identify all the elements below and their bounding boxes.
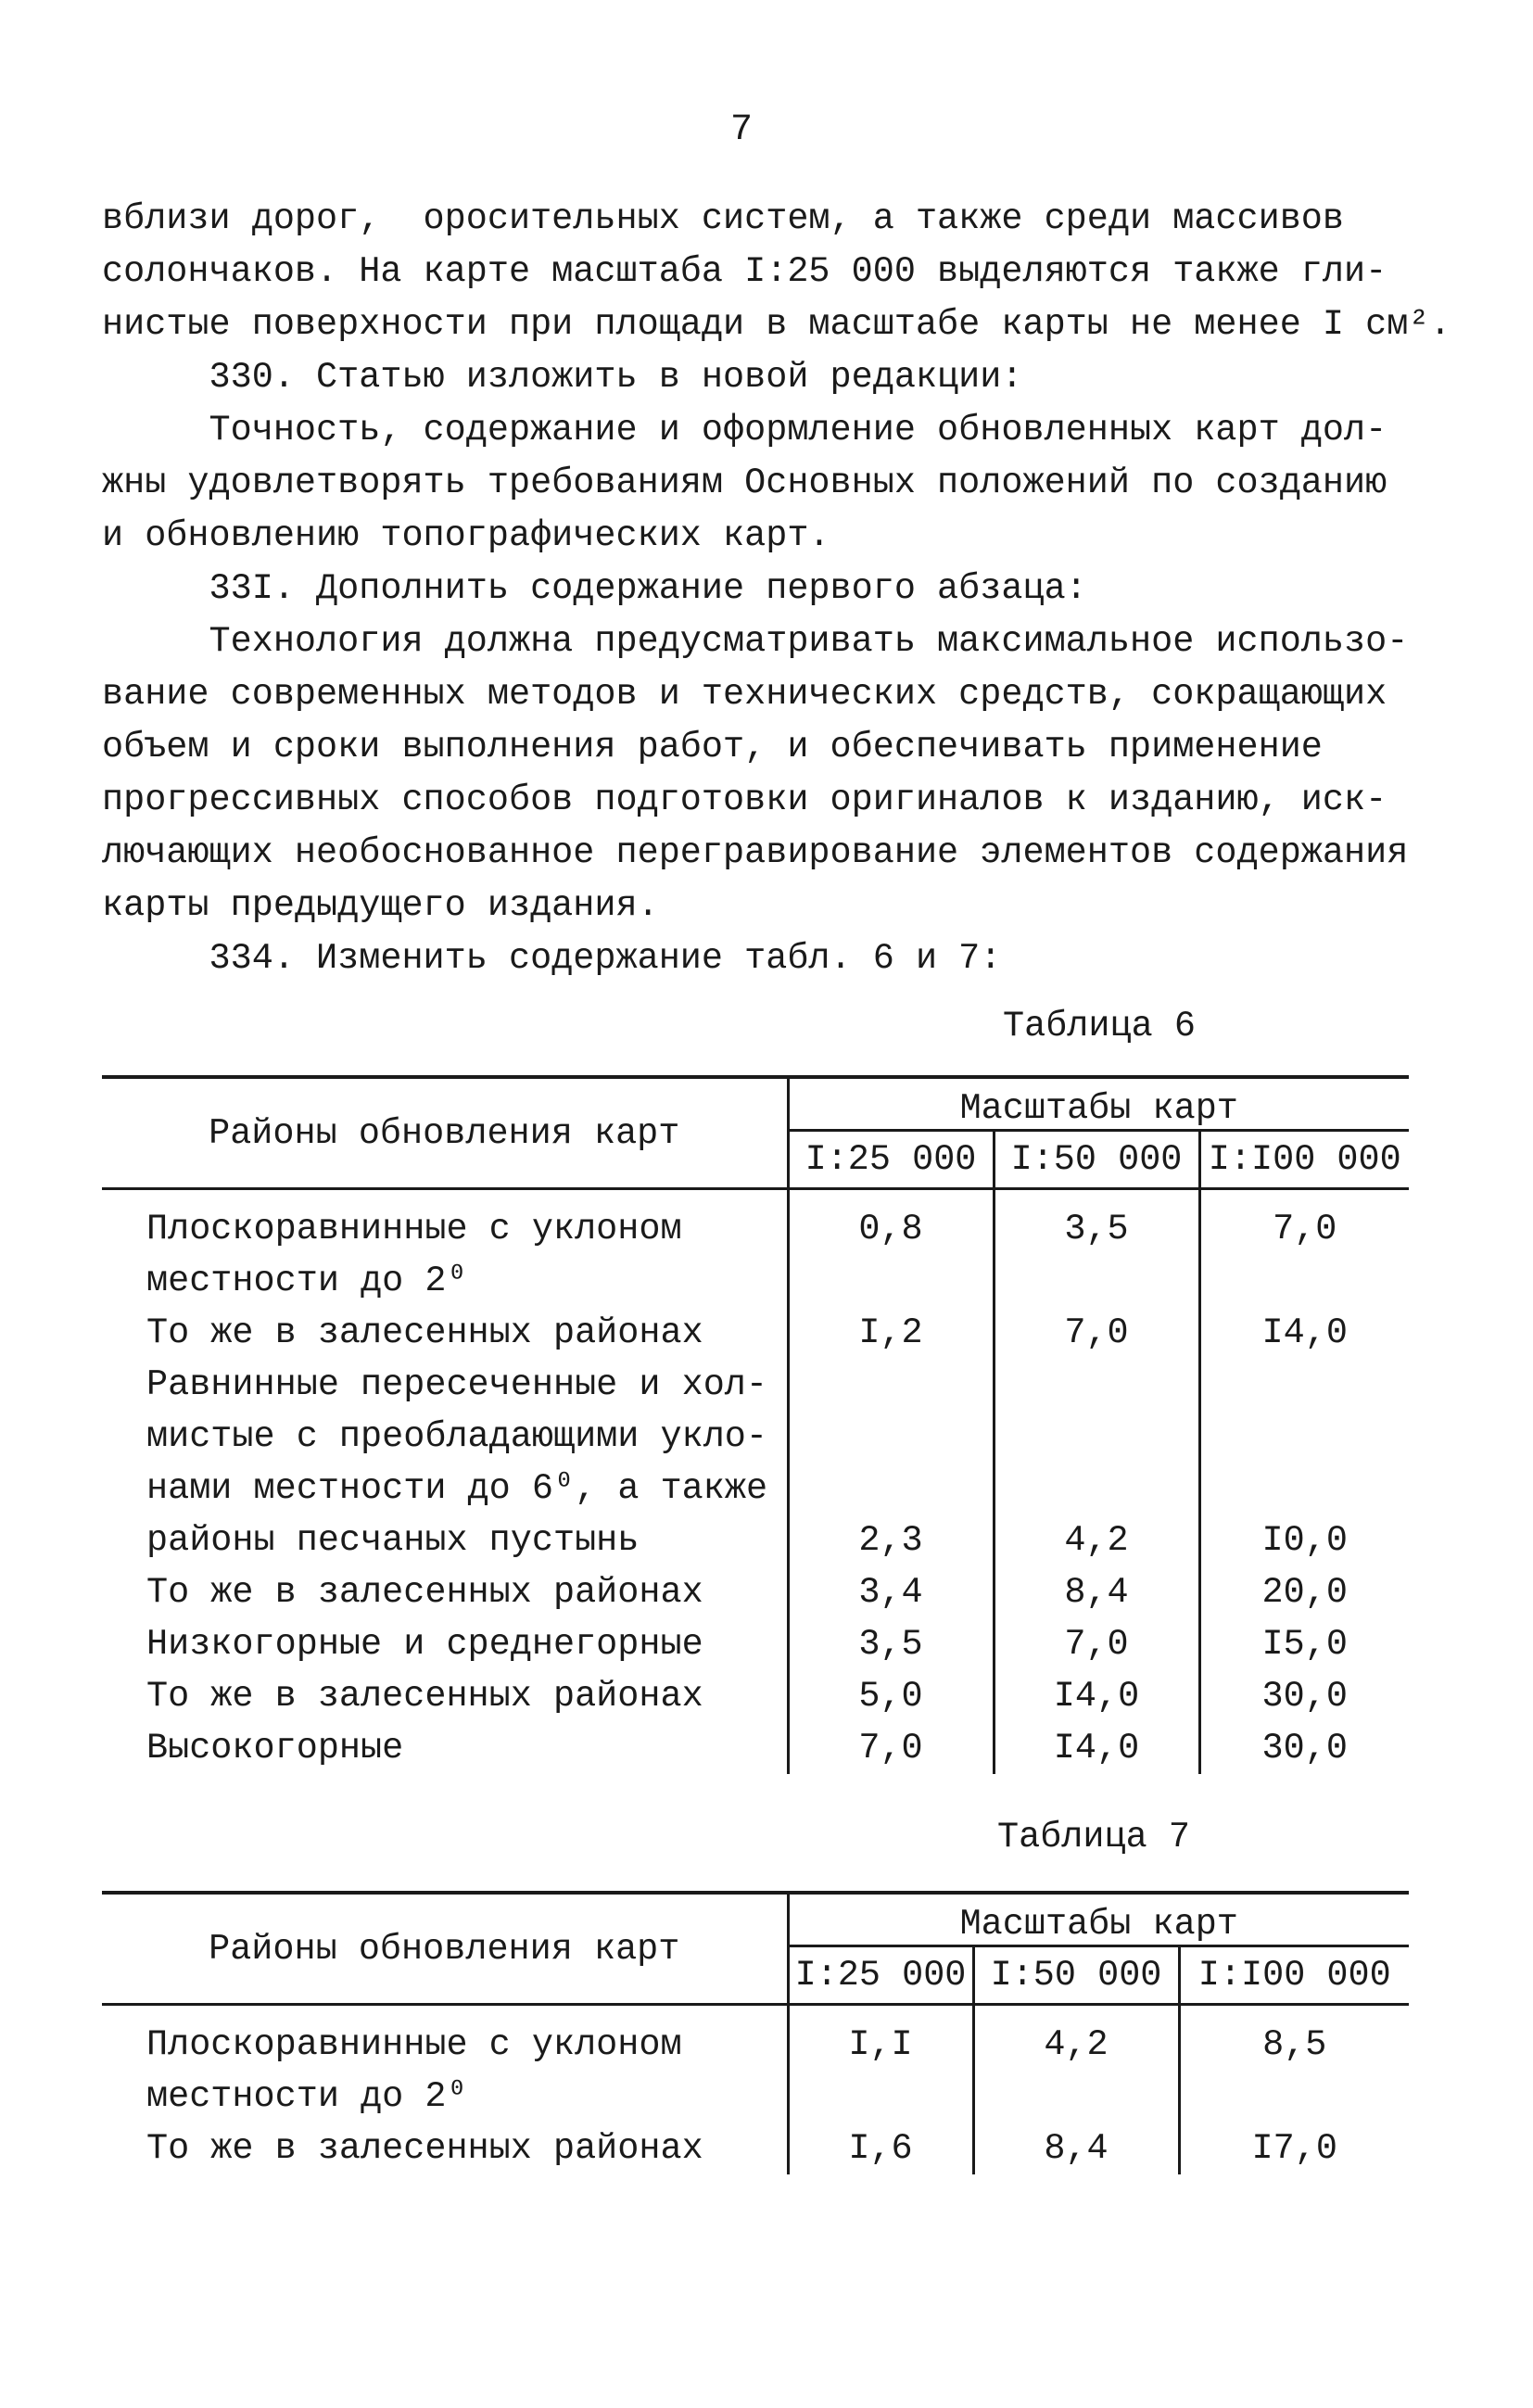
table6-scales-header: Масштабы карт	[788, 1077, 1409, 1131]
table7	[102, 1891, 1409, 2174]
table6-row	[102, 1670, 1409, 1722]
body-text	[102, 193, 1451, 985]
table6-value-cell: I4,0	[994, 1722, 1199, 1774]
paragraph-line: солончаков. На карте масштаба I:25 000 выделяются также гли-	[102, 251, 1387, 292]
table7-value-cell: 8,5	[1179, 2005, 1409, 2123]
paragraph-line: Точность, содержание и оформление обновленных карт дол-	[102, 410, 1387, 450]
page-number: 7	[729, 109, 753, 151]
table7-region-cell: То же в залесенных районах	[146, 2128, 703, 2169]
table6-value-cell: 3,5	[788, 1618, 994, 1670]
paragraph-line: объем и сроки выполнения работ, и обеспечивать применение	[102, 727, 1323, 767]
paragraph-line: 33I. Дополнить содержание первого абзаца:	[102, 568, 1087, 609]
paragraph-line: вблизи дорог, оросительных систем, а также среди массивов	[102, 198, 1345, 239]
table6-value-cell: I4,0	[994, 1670, 1199, 1722]
table6-region-cell: Равнинные пересеченные и хол- мистые с преобладающими укло- нами местности до 6⁰, а также районы песчаных пустынь	[146, 1364, 768, 1561]
table6-row	[102, 1189, 1409, 1308]
table7-body	[102, 2005, 1409, 2175]
table7-value-cell: I,I	[788, 2005, 973, 2123]
table6-body	[102, 1189, 1409, 1775]
table6-value-cell: 2,3	[788, 1359, 994, 1566]
paragraph-line: и обновлению топографических карт.	[102, 515, 830, 556]
table6-value-cell: 7,0	[1199, 1189, 1409, 1308]
table6-region-cell: То же в залесенных районах	[146, 1676, 703, 1717]
table6-value-cell: I0,0	[1199, 1359, 1409, 1566]
table7-scale-header: I:50 000	[973, 1946, 1179, 2005]
table6-region-cell: Плоскоравнинные с уклоном местности до 2⁰	[146, 1209, 682, 1301]
table6	[102, 1075, 1409, 1774]
table7-value-cell: I7,0	[1179, 2123, 1409, 2174]
paragraph-line: нистые поверхности при площади в масштабе карты не менее I см².	[102, 304, 1451, 345]
table7-value-cell: 4,2	[973, 2005, 1179, 2123]
table6-value-cell: 5,0	[788, 1670, 994, 1722]
table7-value-cell: 8,4	[973, 2123, 1179, 2174]
table6-value-cell: 7,0	[994, 1307, 1199, 1359]
table6-row	[102, 1307, 1409, 1359]
table7-value-cell: I,6	[788, 2123, 973, 2174]
table6-region-cell: То же в залесенных районах	[146, 1572, 703, 1613]
table6-scale-header: I:I00 000	[1199, 1131, 1409, 1189]
paragraph-line: 330. Статью изложить в новой редакции:	[102, 357, 1023, 398]
table6-value-cell: I5,0	[1199, 1618, 1409, 1670]
table6-value-cell: 30,0	[1199, 1722, 1409, 1774]
table6-value-cell: 3,4	[788, 1566, 994, 1618]
table6-scale-header: I:50 000	[994, 1131, 1199, 1189]
table6-value-cell: 7,0	[994, 1618, 1199, 1670]
table6-value-cell: 3,5	[994, 1189, 1199, 1308]
table6-value-cell: 30,0	[1199, 1670, 1409, 1722]
paragraph-line: прогрессивных способов подготовки оригиналов к изданию, иск-	[102, 779, 1387, 820]
table6-value-cell: 7,0	[788, 1722, 994, 1774]
table6-caption: Таблица 6	[1003, 1006, 1196, 1046]
table6-region-header: Районы обновления карт	[102, 1077, 788, 1189]
paragraph-line: лючающих необоснованное перегравирование элементов содержания	[102, 832, 1409, 873]
paragraph-line: вание современных методов и технических средств, сокращающих	[102, 674, 1387, 715]
table6-row	[102, 1566, 1409, 1618]
paragraph-line: жны удовлетворять требованиям Основных положений по созданию	[102, 463, 1387, 503]
table6-value-cell: I,2	[788, 1307, 994, 1359]
table7-caption: Таблица 7	[997, 1817, 1190, 1857]
table6-row	[102, 1722, 1409, 1774]
table7-scale-header: I:25 000	[788, 1946, 973, 2005]
table6-value-cell: 20,0	[1199, 1566, 1409, 1618]
table7-row	[102, 2123, 1409, 2174]
table6-value-cell: 8,4	[994, 1566, 1199, 1618]
table6-row	[102, 1618, 1409, 1670]
table6-value-cell: I4,0	[1199, 1307, 1409, 1359]
paragraph-line: Технология должна предусматривать максимальное использо-	[102, 621, 1409, 662]
paragraph-line: 334. Изменить содержание табл. 6 и 7:	[102, 938, 1002, 979]
table7-region-header: Районы обновления карт	[102, 1893, 788, 2005]
table6-region-cell: Низкогорные и среднегорные	[146, 1624, 703, 1665]
table6-region-cell: То же в залесенных районах	[146, 1312, 703, 1353]
table7-scales-header: Масштабы карт	[788, 1893, 1409, 1946]
table6-scale-header: I:25 000	[788, 1131, 994, 1189]
table7-row	[102, 2005, 1409, 2123]
table6-value-cell: 0,8	[788, 1189, 994, 1308]
paragraph-line: карты предыдущего издания.	[102, 885, 659, 926]
table6-value-cell: 4,2	[994, 1359, 1199, 1566]
table6-region-cell: Высокогорные	[146, 1728, 404, 1768]
table6-row	[102, 1359, 1409, 1566]
table7-region-cell: Плоскоравнинные с уклоном местности до 2⁰	[146, 2024, 682, 2117]
table7-scale-header: I:I00 000	[1179, 1946, 1409, 2005]
